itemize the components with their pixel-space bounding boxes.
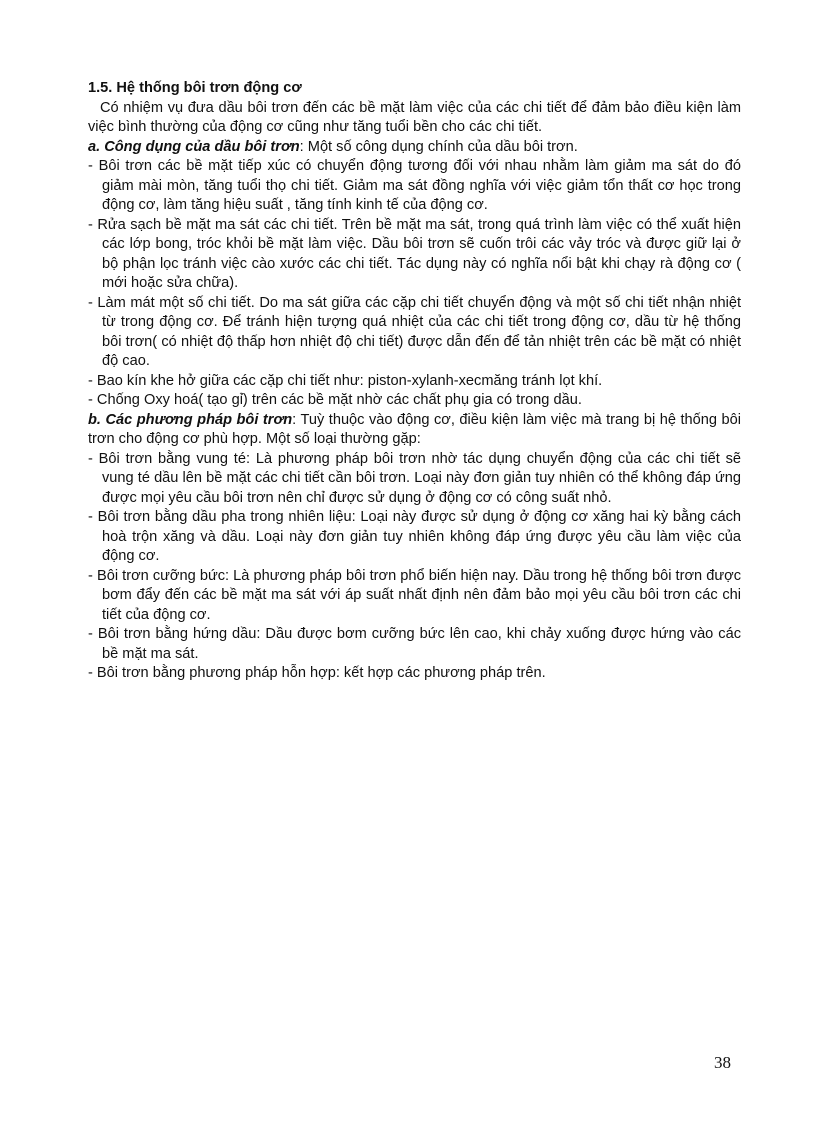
page-number: 38 bbox=[714, 1053, 731, 1072]
list-item: - Bôi trơn bằng hứng dầu: Dầu được bơm cưỡng bức lên cao, khi chảy xuống được hứng vào các bề mặt ma sát. bbox=[88, 626, 741, 662]
list-item: - Bôi trơn các bề mặt tiếp xúc có chuyển động tương đối với nhau nhằm làm giảm ma sát do đó giảm mài mòn, tăng tuổi thọ chi tiết. Giảm ma sát đồng nghĩa với việc giảm tổn thất cơ học trong động cơ, làm tăng hiệu suất , tăng tính kinh tế của động cơ. bbox=[88, 158, 741, 213]
list-item: - Bôi trơn cưỡng bức: Là phương pháp bôi trơn phổ biến hiện nay. Dầu trong hệ thống bôi trơn được bơm đẩy đến các bề mặt ma sát với áp suất nhất định nên đảm bảo mọi yêu cầu bôi trơn các chi tiết của động cơ. bbox=[88, 567, 741, 623]
subsection-a-text: : Một số công dụng chính của dầu bôi trơn. bbox=[299, 138, 578, 155]
list-item: - Làm mát một số chi tiết. Do ma sát giữa các cặp chi tiết chuyển động và một số chi tiết nhận nhiệt từ trong động cơ. Để tránh hiện tượng quá nhiệt của các chi tiết trong động cơ, dầu từ hệ thống bôi trơn( có nhiệt độ thấp hơn nhiệt độ chi tiết) được dẫn đến để tản nhiệt trên các bề mặt có nhiệt độ cao. bbox=[88, 294, 741, 369]
list-item: - Rửa sạch bề mặt ma sát các chi tiết. Trên bề mặt ma sát, trong quá trình làm việc có thể xuất hiện các lớp bong, tróc khỏi bề mặt làm việc. Dầu bôi trơn sẽ cuốn trôi các vảy tróc và được giữ lại ở bộ phận lọc tránh việc cào xước các chi tiết. Tác dụng này có nghĩa nổi bật khi chạy rà động cơ ( mới hoặc sửa chữa). bbox=[88, 216, 741, 291]
subsection-a-label: a. Công dụng của dầu bôi trơn bbox=[88, 138, 300, 155]
list-item: - Bao kín khe hở giữa các cặp chi tiết như: piston-xylanh-xecmăng tránh lọt khí. bbox=[88, 372, 603, 389]
subsection-b-label: b. Các phương pháp bôi trơn bbox=[88, 411, 293, 428]
section-heading: 1.5. Hệ thống bôi trơn động cơ bbox=[88, 80, 302, 96]
subsection-a-heading bbox=[88, 138, 741, 158]
intro-paragraph: Có nhiệm vụ đưa dầu bôi trơn đến các bề mặt làm việc của các chi tiết để đảm bảo điều kiện làm việc bình thường của động cơ cũng như tăng tuổi bền cho các chi tiết. bbox=[88, 99, 741, 135]
subsection-b-text: : Tuỳ thuộc vào động cơ, điều kiện làm việc mà trang bị hệ thống bôi trơn cho động cơ phù hợp. Một số loại thường gặp: bbox=[88, 411, 741, 447]
subsection-b-heading bbox=[88, 411, 741, 450]
list-item: - Bôi trơn bằng dầu pha trong nhiên liệu: Loại này được sử dụng ở động cơ xăng hai kỳ bằng cách hoà trộn xăng và dầu. Loại này đơn giản tuy nhiên không đáp ứng được yêu cầu làm việc của động cơ. bbox=[88, 509, 741, 564]
document-page bbox=[88, 79, 741, 684]
list-item: - Bôi trơn bằng phương pháp hỗn hợp: kết hợp các phương pháp trên. bbox=[88, 665, 546, 681]
list-item: - Bôi trơn bằng vung té: Là phương pháp bôi trơn nhờ tác dụng chuyển động của các chi tiết sẽ vung té dầu lên bề mặt các chi tiết cần bôi trơn. Loại này đơn giản tuy nhiên có thể không đáp ứng được mọi yêu cầu bôi trơn nên chỉ được sử dụng ở động cơ có công suất nhỏ. bbox=[88, 450, 741, 506]
list-item: - Chống Oxy hoá( tạo gỉ) trên các bề mặt nhờ các chất phụ gia có trong dầu. bbox=[88, 392, 582, 408]
